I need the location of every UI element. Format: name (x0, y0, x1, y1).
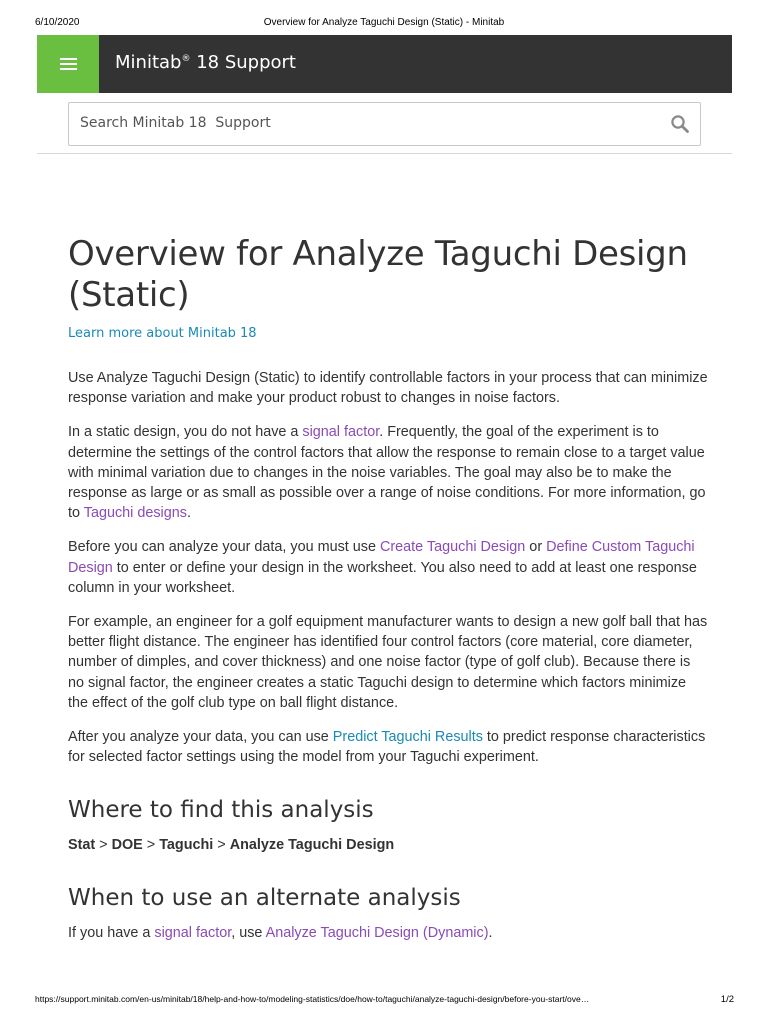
print-footer (0, 994, 768, 1008)
search-area (37, 93, 732, 154)
learn-more-link[interactable]: Learn more about Minitab 18 (68, 326, 257, 341)
paragraph-text: . (186, 505, 191, 522)
menu-path (68, 835, 708, 855)
paragraph-text: or (525, 539, 547, 556)
where-to-find-heading: Where to find this analysis (68, 797, 374, 824)
menu-path-separator: > (213, 837, 230, 854)
paragraph-text: to enter or define your design in the worksheet. You also need to add at least one response column in your worksheet. (68, 559, 697, 596)
menu-path-separator: > (142, 837, 160, 854)
taguchi-designs-link[interactable]: Taguchi designs (83, 505, 187, 522)
create-taguchi-design-link[interactable]: Create Taguchi Design (379, 539, 526, 556)
main-content (68, 234, 708, 944)
analyze-taguchi-dynamic-link[interactable]: Analyze Taguchi Design (Dynamic) (265, 925, 489, 942)
example-paragraph: For example, an engineer for a golf equipment manufacturer wants to design a new golf ball that has better flight distance. The engineer has identified four control factors (core material, core diameter, number of dimples, and cover thickness) and one noise factor (type of golf club). Because there is no signal factor, the engineer creates a static Taguchi design to determine which factors minimize the effect of the golf club type on ball flight distance. (68, 614, 708, 711)
print-header (0, 17, 768, 31)
brand-name: Minitab (115, 52, 182, 73)
print-date: 6/10/2020 (35, 17, 80, 28)
menu-path-doe: DOE (111, 837, 143, 854)
top-navigation-bar (37, 35, 732, 93)
signal-factor-link[interactable]: signal factor (302, 424, 380, 441)
define-custom-taguchi-design-link[interactable]: Define Custom Taguchi Design (68, 539, 695, 576)
menu-path-taguchi: Taguchi (159, 837, 214, 854)
alternate-analysis-paragraph (68, 923, 708, 943)
paragraph-text: . (488, 925, 493, 942)
search-input[interactable] (69, 103, 660, 143)
brand-registered-mark: ® (181, 54, 191, 64)
paragraph-text: Before you can analyze your data, you must use (68, 539, 380, 556)
paragraph-text: If you have a (68, 925, 155, 942)
page-title: Overview for Analyze Taguchi Design (Static) (68, 234, 688, 315)
print-page-number: 1/2 (720, 994, 734, 1005)
brand-suffix: 18 Support (190, 52, 296, 73)
paragraph-text: , use (231, 925, 266, 942)
print-page-title: Overview for Analyze Taguchi Design (Static) - Minitab (263, 17, 505, 28)
menu-path-separator: > (95, 837, 112, 854)
paragraph-text: In a static design, you do not have a (68, 424, 303, 441)
search-icon[interactable] (670, 114, 690, 134)
paragraph-text: . Frequently, the goal of the experiment is to determine the settings of the control factors that allow the response to remain close to a target value with minimal variation due to changes in the noise variables. The goal may also be to make the response as large or as small as possible over a range of noise conditions. For more information, go to (68, 424, 706, 522)
menu-path-stat: Stat (68, 837, 96, 854)
after-analyze-paragraph (68, 727, 708, 767)
menu-button[interactable] (37, 35, 99, 93)
before-analyze-paragraph (68, 537, 708, 598)
paragraph-text: to predict response characteristics for selected factor settings using the model from your Taguchi experiment. (68, 729, 706, 766)
search-box (68, 102, 701, 146)
predict-taguchi-results-link[interactable]: Predict Taguchi Results (332, 729, 483, 746)
intro-paragraph: Use Analyze Taguchi Design (Static) to identify controllable factors in your process that can minimize response variation and make your product robust to changes in noise factors. (68, 370, 708, 407)
hamburger-menu-icon (60, 58, 77, 70)
site-brand[interactable] (115, 52, 296, 73)
signal-factor-link[interactable]: signal factor (154, 925, 232, 942)
static-design-paragraph (68, 422, 708, 523)
menu-path-analyze: Analyze Taguchi Design (229, 837, 395, 854)
alternate-analysis-heading: When to use an alternate analysis (68, 885, 461, 912)
print-url: https://support.minitab.com/en-us/minitab/18/help-and-how-to/modeling-statistics/doe/how-to/taguchi/analyze-taguchi-design/before-you-start/ove… (35, 994, 590, 1004)
paragraph-text: After you analyze your data, you can use (68, 729, 333, 746)
